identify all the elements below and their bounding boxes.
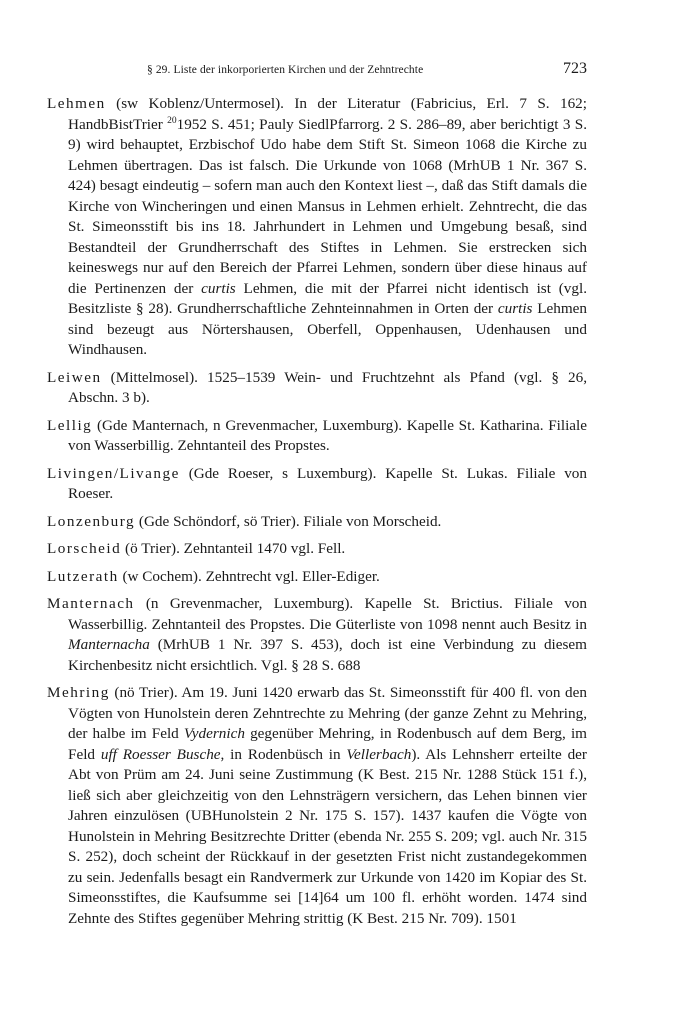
entry-headword: Manternach: [47, 595, 135, 612]
italic-term: curtis: [497, 300, 533, 317]
entry-headword: Lonzenburg: [47, 512, 136, 530]
entry-text: (nö Trier). Am 19. Juni 1420 erwarb das St. Simeonsstift für 400 fl. von den Vögten von Hunolstein deren Zehntrechte zu Mehring (der ganze Zehnt zu Mehring, der halbe im Feld: [68, 684, 587, 742]
entry-text: gegenüber Mehring, in Rodenbusch auf dem Berg, im Feld: [68, 725, 587, 763]
page-number: 723: [563, 60, 587, 77]
italic-term: Vydernich: [183, 725, 245, 742]
entry-text: (MrhUB 1 Nr. 397 S. 453), doch ist eine Verbindung zu diesem Kirchenbesitz nicht ersichtlich. Vgl. § 28 S. 688: [68, 636, 587, 674]
entry: [47, 464, 587, 505]
entry-headword: Livingen/Livange: [47, 464, 180, 482]
entry: [47, 683, 587, 929]
entry-text: (Gde Schöndorf, sö Trier). Filiale von Morscheid.: [135, 512, 442, 530]
entry-text: (Gde Roeser, s Luxemburg). Kapelle St. Lukas. Filiale von Roeser.: [68, 464, 587, 502]
entry-headword: Lellig: [47, 416, 93, 434]
entry-text: ). Als Lehnsherr erteilte der Abt von Prüm am 24. Juni seine Zustimmung (K Best. 215 Nr. 1288 Stück 151 f.), ließ sich aber gleichzeitig von den Lehnsträgern versichern, das Lehen binnen vier Jahren einzulösen (UBHunolstein 2 Nr. 175 S. 157). 1437 kaufen die Vögte von Hunolstein in Mehring Besitzrechte Dritter (ebenda Nr. 255 S. 209; vgl. auch Nr. 315 S. 252), doch scheint der Rückkauf in der gesetzten Frist nicht zustandegekommen zu sein. Jedenfalls besagt ein Randvermerk zur Urkunde von 1420 im Kopiar des St. Simeonsstiftes, die Kaufsumme sei [14]64 um 100 fl. erhöht worden. 1474 sind Zehnte des Stiftes gegenüber Mehring strittig (K Best. 215 Nr. 709). 1501: [68, 745, 587, 927]
entry-text: (Mittelmosel). 1525–1539 Wein- und Fruchtzehnt als Pfand (vgl. § 26, Abschn. 3 b).: [68, 368, 587, 406]
entry: [47, 368, 587, 409]
entry-text: Lehmen sind bezeugt aus Nörtershausen, Oberfell, Oppenhausen, Udenhausen und Windhausen.: [68, 300, 587, 358]
entry-text: (w Cochem). Zehntrecht vgl. Eller-Ediger.: [118, 567, 380, 585]
entry-headword: Lehmen: [47, 95, 106, 112]
italic-term: Vellerbach: [346, 745, 412, 763]
entry: [47, 594, 587, 676]
italic-term: curtis: [201, 279, 236, 297]
running-head: [47, 60, 587, 80]
edition-superscript: 20: [167, 115, 177, 126]
running-head-title: § 29. Liste der inkorporierten Kirchen und der Zehntrechte: [147, 64, 424, 76]
entry-text: (sw Koblenz/Untermosel). In der Literatur (Fabricius, Erl. 7 S. 162; HandbBistTrier: [68, 95, 587, 133]
entry-text: 1952 S. 451; Pauly SiedlPfarrorg. 2 S. 286–89, aber berichtigt 3 S. 9) wird behauptet, Erzbischof Udo habe dem Stift St. Simeon 1068 die Kirche zu Lehmen übertragen. Das ist falsch. Die Urkunde von 1068 (MrhUB 1 Nr. 367 S. 424) besagt eindeutig – sofern man auch den Kontext liest –, daß das Stift damals die Kirche von Wincheringen und einen Mansus in Lehmen erhielt. Zehntrecht, die das St. Simeonsstift bis ins 18. Jahrhundert in Lehmen und Umgebung besaß, sind Bestandteil der Grundherrschaft des Stiftes in Lehmen. Sie erstrecken sich keineswegs nur auf den Bereich der Pfarrei Lehmen, sondern über diese hinaus auf die Pertinenzen der: [68, 115, 587, 297]
italic-term: Manternacha: [68, 636, 150, 653]
entry: [47, 94, 587, 361]
entry-headword: Lutzerath: [47, 567, 119, 585]
entry: [47, 416, 587, 457]
entry-text: (n Grevenmacher, Luxemburg). Kapelle St. Brictius. Filiale von Wasserbillig. Zehntanteil des Propstes. Die Güterliste von 1098 nennt auch Besitz in: [68, 595, 587, 633]
entry: [47, 512, 587, 533]
entry: [47, 539, 587, 560]
entry-text: (ö Trier). Zehntanteil 1470 vgl. Fell.: [121, 540, 346, 557]
entry-list: [47, 94, 587, 936]
entry: [47, 567, 587, 588]
entry-text: , in Rodenbüsch in: [220, 745, 347, 763]
italic-term: uff Roesser Busche: [100, 745, 221, 763]
entry-text: (Gde Manternach, n Grevenmacher, Luxemburg). Kapelle St. Katharina. Filiale von Wasserbillig. Zehntanteil des Propstes.: [68, 416, 587, 454]
entry-headword: Leiwen: [47, 368, 102, 386]
entry-text: Lehmen, die mit der Pfarrei nicht identisch ist (vgl. Besitzliste § 28). Grundherrschaftliche Zehnteinnahmen in Orten der: [68, 279, 588, 317]
entry-headword: Lorscheid: [47, 540, 122, 557]
entry-headword: Mehring: [47, 684, 110, 701]
